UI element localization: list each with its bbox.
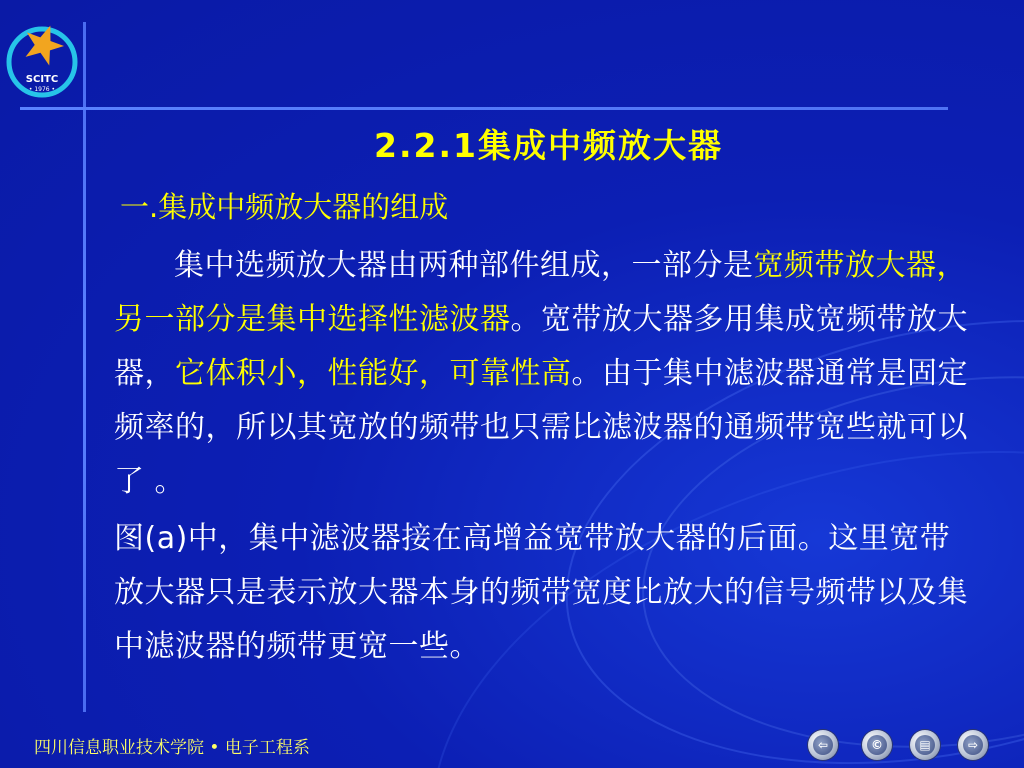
next-button[interactable] bbox=[958, 730, 988, 760]
paragraph-1-run: 。宽带放大器多用集成宽频带放大器， bbox=[114, 302, 968, 391]
vertical-divider bbox=[83, 22, 86, 712]
home-icon: © bbox=[867, 735, 887, 755]
menu-icon: ▤ bbox=[915, 735, 935, 755]
paragraph-1 bbox=[114, 239, 974, 509]
paragraph-1-run: 。由于集中滤波器通常是固定频率的，所以其宽放的频带也只需比滤波器的通频带宽些就可以了 。 bbox=[114, 356, 968, 499]
paragraph-2: 图(a)中，集中滤波器接在高增益宽带放大器的后面。这里宽带放大器只是表示放大器本身的频带宽度比放大的信号频带以及集中滤波器的频带更宽一些。 bbox=[114, 521, 968, 664]
prev-button[interactable] bbox=[808, 730, 838, 760]
footer-text: 四川信息职业技术学院 • 电子工程系 bbox=[34, 738, 310, 758]
home-button[interactable] bbox=[862, 730, 892, 760]
paragraph-1-highlight: 它体积小，性能好，可靠性高 bbox=[175, 356, 572, 391]
arrow-left-icon: ⇦ bbox=[813, 735, 833, 755]
svg-text:SCITC: SCITC bbox=[25, 74, 59, 85]
svg-text:• 1976 •: • 1976 • bbox=[28, 86, 56, 93]
horizontal-divider bbox=[20, 107, 948, 110]
arrow-right-icon: ⇨ bbox=[963, 735, 983, 755]
menu-button[interactable] bbox=[910, 730, 940, 760]
paragraph-1-highlight: 宽频带放大器，另一部分是集中选择性滤波器 bbox=[114, 248, 967, 337]
slide-title: 2.2.1集成中频放大器 bbox=[374, 126, 723, 165]
section-heading: 一.集成中频放大器的组成 bbox=[120, 190, 449, 224]
paragraph-1-run: 集中选频放大器由两种部件组成，一部分是 bbox=[174, 248, 754, 283]
school-logo bbox=[4, 20, 84, 100]
